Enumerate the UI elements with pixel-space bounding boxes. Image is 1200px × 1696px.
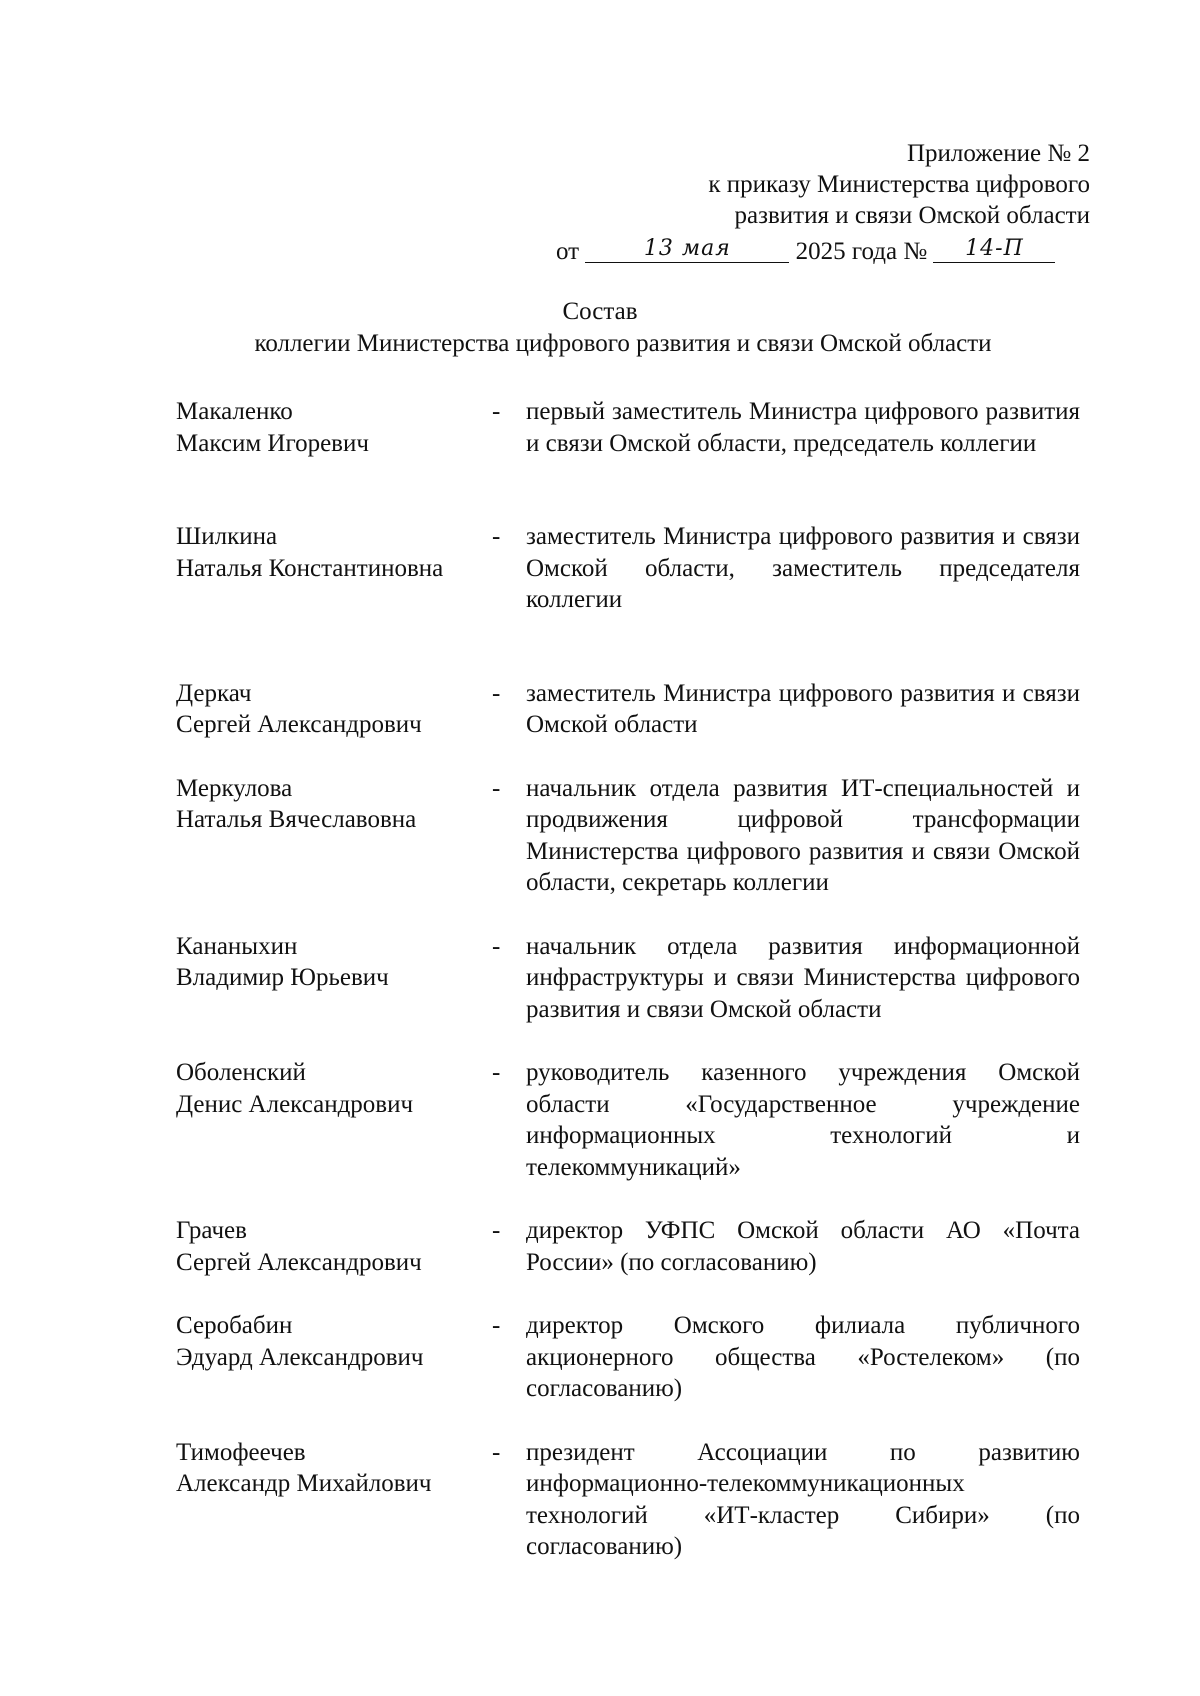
member-given-name: Александр Михайлович	[176, 1470, 432, 1497]
date-blank	[585, 236, 789, 263]
member-entry	[176, 678, 1080, 741]
from-label: от	[556, 238, 580, 265]
member-surname: Серобабин	[176, 1312, 293, 1339]
member-entry	[176, 1310, 1080, 1405]
member-name	[176, 1057, 488, 1183]
member-role: первый заместитель Министра цифрового развития и связи Омской области, председатель коллегии	[526, 398, 1080, 457]
member-surname: Макаленко	[176, 398, 293, 425]
document-title	[0, 296, 1200, 360]
member-surname: Кананыхин	[176, 932, 298, 960]
member-dash: -	[492, 1312, 501, 1339]
member-dash: -	[492, 679, 501, 707]
member-dash: -	[492, 1059, 501, 1086]
member-name	[176, 396, 488, 459]
member-name	[176, 678, 488, 741]
member-dash: -	[492, 774, 501, 802]
member-entry	[176, 396, 1080, 459]
title-line-2: коллегии Министерства цифрового развития и связи Омской области	[254, 330, 992, 357]
order-date-line	[556, 236, 1096, 267]
member-role: заместитель Министра цифрового развития и связи Омской области	[526, 679, 1080, 738]
member-entry	[176, 1437, 1080, 1563]
appendix-line-2: к приказу Министерства цифрового	[708, 171, 1090, 198]
member-dash: -	[492, 523, 501, 550]
member-name	[176, 1215, 488, 1278]
member-given-name: Сергей Александрович	[176, 1248, 422, 1276]
member-given-name: Сергей Александрович	[176, 711, 422, 738]
member-name	[176, 1437, 488, 1563]
member-dash: -	[492, 398, 501, 425]
appendix-header	[530, 138, 1090, 231]
appendix-line-1: Приложение № 2	[906, 140, 1090, 167]
member-given-name: Наталья Вячеславовна	[176, 806, 417, 833]
member-surname: Шилкина	[176, 523, 278, 550]
member-name	[176, 1310, 488, 1405]
member-entry	[176, 1057, 1080, 1183]
member-role: начальник отдела развития ИТ-специальностей и продвижения цифровой трансформации Министерства цифрового развития и связи Омской области, секретарь коллегии	[526, 774, 1080, 896]
year-text: 2025 года №	[795, 238, 928, 265]
member-entry	[176, 931, 1080, 1026]
member-surname: Тимофеечев	[176, 1438, 306, 1466]
member-name	[176, 931, 488, 1026]
member-role: директор Омского филиала публичного акционерного общества «Ростелеком» (по согласованию)	[526, 1312, 1080, 1402]
member-role: начальник отдела развития информационной инфраструктуры и связи Министерства цифрового развития и связи Омской области	[526, 932, 1080, 1023]
member-name	[176, 773, 488, 899]
member-dash: -	[492, 1217, 501, 1244]
member-role: заместитель Министра цифрового развития и связи Омской области, заместитель председателя коллегии	[526, 523, 1080, 613]
member-entry	[176, 773, 1080, 899]
member-dash: -	[492, 932, 501, 960]
member-given-name: Эдуард Александрович	[176, 1343, 424, 1371]
number-blank	[933, 236, 1055, 263]
handwritten-date: 13 мая	[643, 236, 731, 261]
member-given-name: Наталья Константиновна	[176, 554, 444, 582]
member-given-name: Денис Александрович	[176, 1090, 414, 1118]
title-line-1: Состав	[562, 298, 638, 325]
member-role: директор УФПС Омской области АО «Почта России» (по согласованию)	[526, 1217, 1080, 1276]
member-entry	[176, 1215, 1080, 1278]
member-given-name: Максим Игоревич	[176, 429, 369, 457]
handwritten-number: 14-П	[965, 236, 1024, 261]
member-entry	[176, 521, 1080, 616]
member-role: президент Ассоциации по развитию информационно-телекоммуникационных технологий «ИТ-кластер Сибири» (по согласованию)	[526, 1438, 1080, 1560]
appendix-line-3: развития и связи Омской области	[734, 202, 1090, 229]
member-given-name: Владимир Юрьевич	[176, 964, 389, 991]
members-list	[176, 396, 1080, 1563]
member-surname: Оболенский	[176, 1059, 306, 1086]
member-surname: Деркач	[176, 679, 252, 707]
member-surname: Меркулова	[176, 774, 293, 802]
member-name	[176, 521, 488, 616]
member-surname: Грачев	[176, 1217, 247, 1244]
member-role: руководитель казенного учреждения Омской области «Государственное учреждение информационных технологий и телекоммуникаций»	[526, 1059, 1080, 1181]
member-dash: -	[492, 1438, 501, 1466]
